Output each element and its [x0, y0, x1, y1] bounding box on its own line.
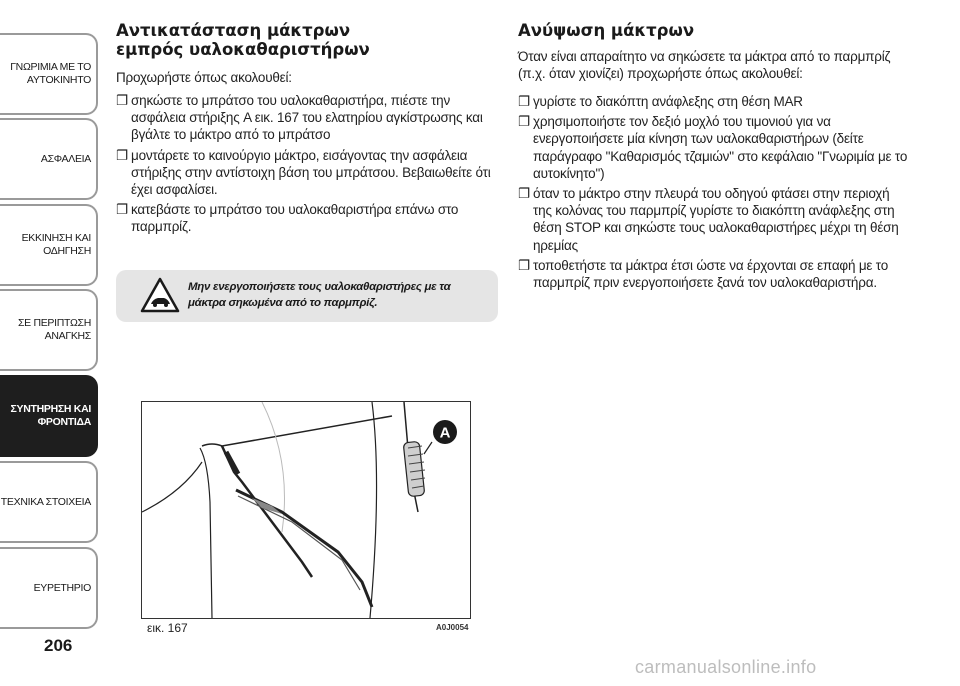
section-title-lift-blades: Ανύψωση μάκτρων — [518, 21, 695, 40]
checkbox-bullet-icon: ❐ — [518, 114, 530, 130]
watermark: carmanualsonline.info — [635, 657, 817, 677]
tab-maintenance-care[interactable]: ΣΥΝΤΗΡΗΣΗ ΚΑΙ ΦΡΟΝΤΙΔΑ — [0, 375, 98, 457]
tab-starting-driving[interactable]: ΕΚΚΙΝΗΣΗ ΚΑΙ ΟΔΗΓΗΣΗ — [0, 204, 98, 286]
list-item: ❐ όταν το μάκτρο στην πλευρά του οδηγού φτάσει στην περιοχή της κολόνας του παρμπρίζ γυρίστε το διακόπτη ανάφλεξης στη θέση STOP και σηκώστε τους υαλοκαθαριστήρες μέχρι τη θέση ηρεμίας — [518, 186, 899, 253]
chapter-tabs — [0, 0, 100, 686]
tab-index[interactable]: ΕΥΡΕΤΗΡΙΟ — [0, 547, 98, 629]
warning-triangle-icon — [140, 277, 180, 313]
checkbox-bullet-icon: ❐ — [116, 147, 128, 163]
page-number: 206 — [44, 636, 73, 655]
list-item: ❐ μοντάρετε το καινούργιο μάκτρο, εισάγοντας την ασφάλεια στήριξης στην αντίστοιχη βάση του μπράτσου. Βεβαιωθείτε ότι έχει ασφαλίσει. — [116, 147, 491, 198]
warning-box — [116, 270, 498, 322]
figure-167 — [141, 401, 471, 619]
wiper-illustration — [142, 402, 470, 618]
figure-caption: εικ. 167 — [147, 621, 188, 635]
right-intro: Όταν είναι απαραίτητο να σηκώσετε τα μάκτρα από το παρμπρίζ (π.χ. όταν χιονίζει) προχωρήστε όπως ακολουθεί: — [518, 49, 891, 82]
list-item: ❐ κατεβάστε το μπράτσο του υαλοκαθαριστήρα επάνω στο παρμπρίζ. — [116, 202, 459, 235]
right-steps-list — [518, 93, 910, 294]
tab-emergency[interactable]: ΣΕ ΠΕΡΙΠΤΩΣΗ ΑΝΑΓΚΗΣ — [0, 289, 98, 371]
list-item: ❐ σηκώστε το μπράτσο του υαλοκαθαριστήρα, πιέστε την ασφάλεια στήριξης A εικ. 167 του ελατηρίου αγκίστρωσης και βγάλτε το μάκτρο από το μπράτσο — [116, 93, 483, 143]
checkbox-bullet-icon: ❐ — [116, 93, 128, 108]
figure-code: A0J0054 — [436, 623, 469, 632]
list-item: ❐ χρησιμοποιήστε τον δεξιό μοχλό του τιμονιού για να ενεργοποιήσετε μία κίνηση των υαλοκαθαριστήρων (δείτε παράγραφο "Καθαρισμός τζαμιών" στο κεφάλαιο "Γνωριμία με το αυτοκίνητο") — [518, 114, 908, 181]
checkbox-bullet-icon: ❐ — [116, 202, 128, 218]
checkbox-bullet-icon: ❐ — [518, 186, 530, 202]
tab-technical-data[interactable]: ΤΕΧΝΙΚΑ ΣΤΟΙΧΕΙΑ — [0, 461, 98, 543]
checkbox-bullet-icon: ❐ — [518, 94, 530, 109]
tab-getting-to-know[interactable]: ΓΝΩΡΙΜΙΑ ΜΕ ΤΟ ΑΥΤΟΚΙΝΗΤΟ — [0, 33, 98, 115]
tab-safety[interactable]: ΑΣΦΑΛΕΙΑ — [0, 118, 98, 200]
list-item: ❐ γυρίστε το διακόπτη ανάφλεξης στη θέση MAR — [518, 94, 803, 109]
list-item: ❐ τοποθετήστε τα μάκτρα έτσι ώστε να έρχονται σε επαφή με το παρμπρίζ πριν ενεργοποιήσετε ξανά τον υαλοκαθαριστήρα. — [518, 257, 889, 291]
callout-a-label: A — [439, 424, 451, 442]
checkbox-bullet-icon: ❐ — [518, 257, 530, 273]
left-steps-list — [116, 92, 504, 239]
warning-text: Μην ενεργοποιήσετε τους υαλοκαθαριστήρες με τα μάκτρα σηκωμένα από το παρμπρίζ. — [188, 281, 451, 309]
left-intro: Προχωρήστε όπως ακολουθεί: — [116, 70, 292, 85]
section-title-replace-blades: Αντικατάσταση μάκτρων εμπρός υαλοκαθαριστήρων — [116, 21, 370, 59]
